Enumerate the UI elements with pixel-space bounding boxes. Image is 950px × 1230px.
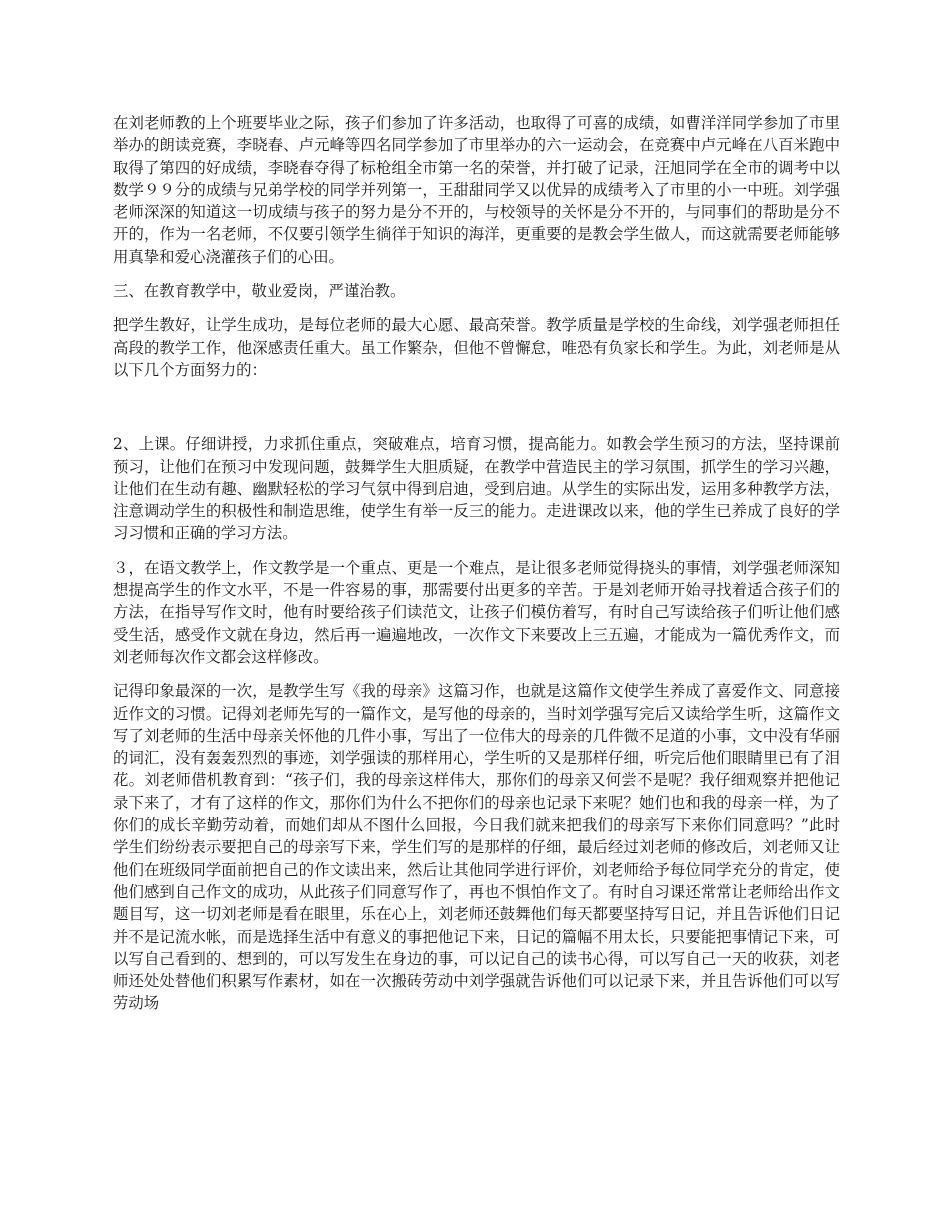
paragraph-teaching-quality: 把学生教好，让学生成功，是每位老师的最大心愿、最高荣誉。教学质量是学校的生命线，刘学强老师担任高段的教学工作，他深感责任重大。虽工作繁杂，但他不曾懈怠，唯恐有负家长和学生。为此，刘老师是从以下几个方面努力的： [113,316,840,379]
blank-space [113,393,840,433]
paragraph-class-teaching: 2、上课。仔细讲授，力求抓住重点，突破难点，培育习惯，提高能力。如教会学生预习的方法，坚持课前预习，让他们在预习中发现问题，鼓舞学生大胆质疑，在教学中营造民主的学习氛围，抓学生的学习兴趣，让他们在生动有趣、幽默轻松的学习气氛中得到启迪，受到启迪。从学生的实际出发，运用多种教学方法，注意调动学生的积极性和制造思维，使学生有举一反三的能力。走进课改以来，他的学生已养成了良好的学习习惯和正确的学习方法。 [113,435,840,543]
paragraph-composition-teaching: ３，在语文教学上，作文教学是一个重点、更是一个难点，是让很多老师觉得挠头的事情，刘学强老师深知想提高学生的作文水平，不是一件容易的事，那需要付出更多的辛苦。于是刘老师开始寻找着适合孩子们的方法，在指导写作文时，他有时要给孩子们读范文，让孩子们模仿着写，有时自己写读给孩子们听让他们感受生活，感受作文就在身边，然后再一遍遍地改，一次作文下来要改上三五遍，才能成为一篇优秀作文，而刘老师每次作文都会这样修改。 [113,558,840,666]
paragraph-achievements: 在刘老师教的上个班要毕业之际，孩子们参加了许多活动，也取得了可喜的成绩，如曹洋洋同学参加了市里举办的朗读竞赛，李晓春、卢元峰等四名同学参加了市里举办的六一运动会，在竞赛中卢元峰在八百米跑中取得了第四的好成绩，李晓春夺得了标枪组全市第一名的荣誉，并打破了记录，汪旭同学在全市的调考中以数学９９分的成绩与兄弟学校的同学并列第一，王甜甜同学又以优异的成绩考入了市里的小一中班。刘学强老师深深的知道这一切成绩与孩子的努力是分不开的，与校领导的关怀是分不开的，与同事们的帮助是分不开的，作为一名老师，不仅要引领学生徜徉于知识的海洋，更重要的是教会学生做人，而这就需要老师能够用真挚和爱心浇灌孩子们的心田。 [113,114,840,266]
document-page [113,112,840,1027]
section-heading-three: 三、在教育教学中，敬业爱岗，严谨治教。 [113,282,406,301]
paragraph-my-mother-story: 记得印象最深的一次，是教学生写《我的母亲》这篇习作，也就是这篇作文使学生养成了喜爱作文、同意接近作文的习惯。记得刘老师先写的一篇作文，是写他的母亲的，当时刘学强写完后又读给学生听，这篇作文写了刘老师的生活中母亲关怀他的几件小事，写出了一位伟大的母亲的几件微不足道的小事，文中没有华丽的词汇，没有轰轰烈烈的事迹，刘学强读的那样用心，学生听的又是那样仔细，听完后他们眼睛里已有了泪花。刘老师借机教育到：“孩子们，我的母亲这样伟大，那你们的母亲又何尝不是呢？我仔细观察并把他记录下来了，才有了这样的作文，那你们为什么不把你们的母亲也记录下来呢？她们也和我的母亲一样，为了你们的成长辛勤劳动着，而她们却从不图什么回报，今日我们就来把我们的母亲写下来你们同意吗？”此时学生们纷纷表示要把自己的母亲写下来，学生们写的是那样的仔细，最后经过刘老师的修改后，刘老师又让他们在班级同学面前把自己的作文读出来，然后让其他同学进行评价，刘老师给予每位同学充分的肯定，使他们感到自己作文的成功，从此孩子们同意写作了，再也不惧怕作文了。有时自习课还常常让老师给出作文题目写，这一切刘老师是看在眼里，乐在心上，刘老师还鼓舞他们每天都要坚持写日记，并且告诉他们日记并不是记流水帐，而是选择生活中有意义的事把他记下来，日记的篇幅不用太长，只要能把事情记下来，可以写自己看到的、想到的，可以写发生在身边的事，可以记自己的读书心得，可以写自己一天的收获，刘老师还处处替他们积累写作素材，如在一次搬砖劳动中刘学强就告诉他们可以记录下来，并且告诉他们可以写劳动场 [113,682,840,1013]
